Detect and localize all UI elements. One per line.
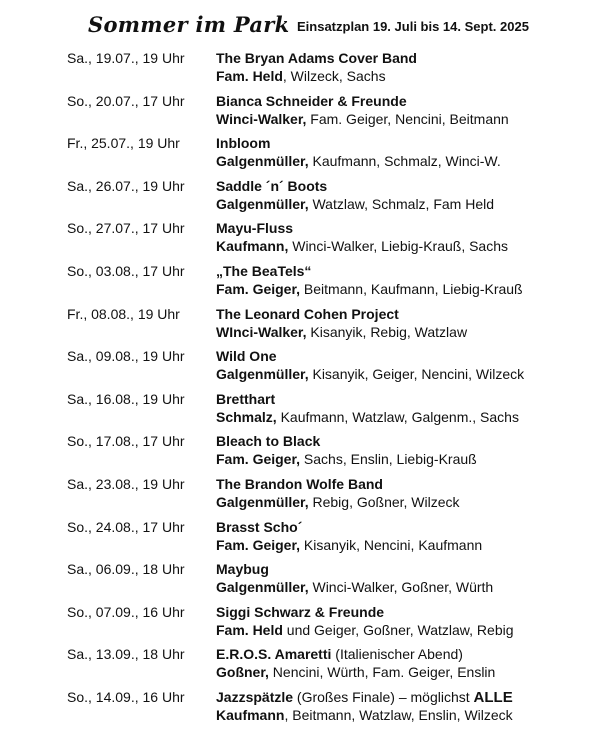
crew-rest: Kisanyik, Geiger, Nencini, Wilzeck (308, 366, 525, 383)
event-date: So., 03.08., 17 Uhr (67, 262, 185, 279)
schedule-row (0, 348, 600, 391)
band-name: The Leonard Cohen Project (216, 305, 399, 322)
event-date: Sa., 06.09., 18 Uhr (67, 561, 185, 578)
band-name: Bianca Schneider & Freunde (216, 92, 407, 109)
crew-line (216, 707, 513, 723)
crew-lead: Kaufmann (216, 706, 285, 723)
sommer-im-park-logo: Sommer im Park (88, 12, 290, 37)
schedule-list (0, 50, 600, 732)
schedule-row (0, 689, 600, 732)
crew-lead: Galgenmüller, (216, 153, 309, 170)
event-date: So., 20.07., 17 Uhr (67, 92, 185, 109)
crew-rest: , Wilzeck, Sachs (282, 68, 386, 84)
crew-line (216, 196, 494, 212)
schedule-row (0, 476, 600, 519)
header (0, 10, 600, 42)
schedule-row (0, 561, 600, 604)
crew-lead: Galgenmüller, (216, 195, 309, 212)
crew-line (216, 153, 501, 169)
crew-line (216, 68, 386, 84)
crew-lead: Fam. Held (216, 621, 283, 638)
band-name: Bretthart (216, 390, 276, 407)
crew-line (216, 409, 519, 425)
crew-rest: Winci-Walker, Goßner, Würth (308, 579, 494, 596)
band-name: Saddle ´n´ Boots (216, 177, 328, 194)
crew-lead: Galgenmüller, (216, 579, 309, 596)
band-note: (Großes Finale) – möglichst (293, 688, 474, 705)
schedule-row (0, 220, 600, 263)
event-date: Sa., 19.07., 19 Uhr (67, 50, 185, 66)
band-name: Bleach to Black (216, 433, 321, 450)
crew-rest: Fam. Geiger, Nencini, Beitmann (306, 110, 509, 127)
crew-rest: Nencini, Würth, Fam. Geiger, Enslin (268, 664, 496, 681)
event-date: So., 14.09., 16 Uhr (67, 688, 185, 705)
event-date: So., 27.07., 17 Uhr (67, 220, 185, 237)
band-alle: ALLE (473, 688, 513, 706)
crew-rest: Kaufmann, Watzlaw, Galgenm., Sachs (276, 408, 519, 425)
schedule-row (0, 433, 600, 476)
crew-lead: Winci-Walker, (216, 110, 307, 127)
schedule-row (0, 178, 600, 221)
event-date: Sa., 16.08., 19 Uhr (67, 390, 185, 407)
event-date: Fr., 25.07., 19 Uhr (67, 135, 180, 152)
crew-line (216, 281, 523, 297)
band-name: Mayu-Fluss (216, 220, 294, 237)
crew-lead: Goßner, (216, 664, 269, 681)
band-name: Inbloom (216, 135, 271, 152)
crew-lead: Fam. Held (216, 68, 283, 84)
crew-rest: Kaufmann, Schmalz, Winci-W. (308, 153, 501, 170)
event-date: So., 24.08., 17 Uhr (67, 518, 185, 535)
crew-line (216, 111, 509, 127)
schedule-row (0, 93, 600, 136)
band-name: Brasst Scho´ (216, 518, 303, 535)
crew-lead: Schmalz, (216, 408, 277, 425)
crew-lead: Fam. Geiger, (216, 451, 301, 468)
band-name: Siggi Schwarz & Freunde (216, 603, 385, 620)
event-date: So., 17.08., 17 Uhr (67, 433, 185, 450)
crew-rest: und Geiger, Goßner, Watzlaw, Rebig (282, 621, 514, 638)
band-name-line (216, 646, 463, 662)
crew-line (216, 494, 460, 510)
schedule-row (0, 135, 600, 178)
schedule-row (0, 604, 600, 647)
crew-lead: Galgenmüller, (216, 493, 309, 510)
crew-lead: Kaufmann, (216, 238, 289, 255)
crew-line (216, 238, 508, 254)
band-name: Jazzspätzle (216, 688, 294, 705)
event-date: Fr., 08.08., 19 Uhr (67, 305, 180, 322)
crew-line (216, 324, 467, 340)
schedule-row (0, 391, 600, 434)
crew-lead: Galgenmüller, (216, 366, 309, 383)
plan-subtitle: Einsatzplan 19. Juli bis 14. Sept. 2025 (297, 19, 529, 34)
band-note: (Italienischer Abend) (331, 646, 463, 663)
crew-rest: Winci-Walker, Liebig-Krauß, Sachs (288, 238, 509, 255)
band-name: The Brandon Wolfe Band (216, 475, 383, 492)
schedule-row (0, 306, 600, 349)
event-date: Sa., 26.07., 19 Uhr (67, 177, 185, 194)
event-date: Sa., 09.08., 19 Uhr (67, 348, 185, 365)
crew-lead: Fam. Geiger, (216, 536, 301, 553)
band-name: Maybug (216, 561, 269, 578)
band-name: „The BeaTels“ (216, 262, 312, 279)
schedule-row (0, 263, 600, 306)
crew-rest: Rebig, Goßner, Wilzeck (308, 493, 460, 510)
band-name: E.R.O.S. Amaretti (216, 646, 332, 663)
event-date: Sa., 13.09., 18 Uhr (67, 646, 185, 663)
crew-rest: Kisanyik, Nencini, Kaufmann (300, 536, 483, 553)
crew-rest: Beitmann, Kaufmann, Liebig-Krauß (300, 280, 523, 297)
crew-rest: Kisanyik, Rebig, Watzlaw (306, 323, 468, 340)
band-name-line (216, 689, 513, 706)
crew-rest: , Beitmann, Watzlaw, Enslin, Wilzeck (284, 706, 513, 723)
crew-line (216, 451, 477, 467)
schedule-row (0, 50, 600, 93)
schedule-row (0, 646, 600, 689)
crew-line (216, 579, 493, 595)
crew-rest: Watzlaw, Schmalz, Fam Held (308, 195, 495, 212)
band-name: The Bryan Adams Cover Band (216, 50, 417, 66)
band-name: Wild One (216, 348, 277, 365)
crew-line (216, 366, 524, 382)
event-date: Sa., 23.08., 19 Uhr (67, 475, 185, 492)
event-date: So., 07.09., 16 Uhr (67, 603, 185, 620)
schedule-row (0, 519, 600, 562)
crew-rest: Sachs, Enslin, Liebig-Krauß (300, 451, 477, 468)
crew-line (216, 664, 495, 680)
crew-line (216, 622, 514, 638)
crew-line (216, 537, 482, 553)
crew-lead: WInci-Walker, (216, 323, 307, 340)
crew-lead: Fam. Geiger, (216, 280, 301, 297)
